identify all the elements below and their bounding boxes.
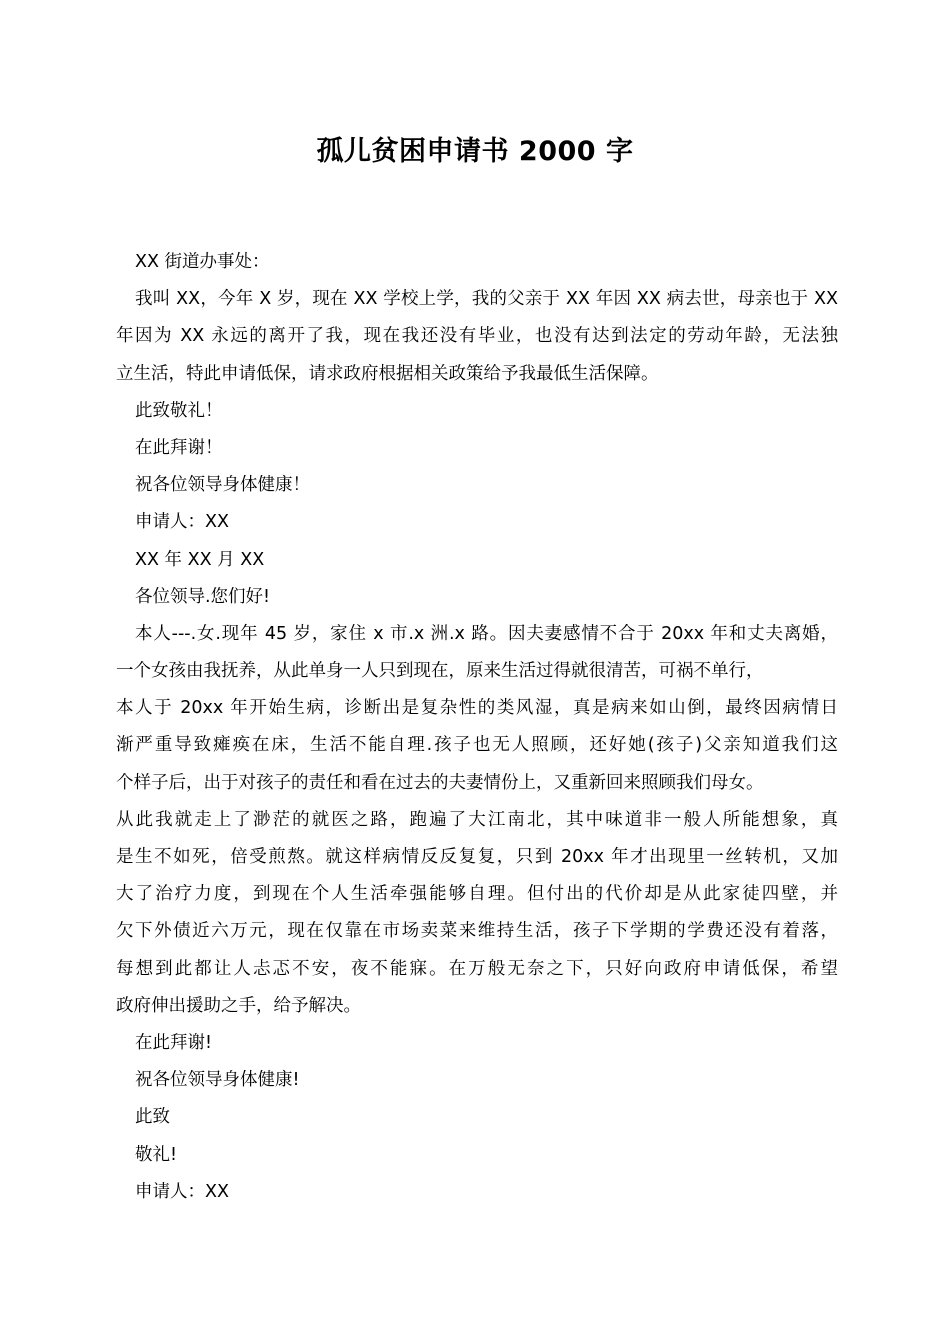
paragraph-line: 政府伸出援助之手，给予解决。 <box>116 995 361 1016</box>
closing-line: 在此拜谢！ <box>135 437 223 458</box>
document-title: 孤儿贫困申请书 2000 字 <box>316 136 634 167</box>
paragraph-line: 从此我就走上了渺茫的就医之路，跑遍了大江南北，其中味道非一般人所能想象，真 <box>116 809 838 830</box>
paragraph-line: 个样子后，出于对孩子的责任和看在过去的夫妻情份上，又重新回来照顾我们母女。 <box>116 772 764 793</box>
paragraph-line: 渐严重导致瘫痪在床，生活不能自理.孩子也无人照顾，还好她(孩子)父亲知道我们这 <box>116 735 838 756</box>
paragraph-line: 立生活，特此申请低保，请求政府根据相关政策给予我最低生活保障。 <box>116 363 659 384</box>
paragraph-line: 一个女孩由我抚养，从此单身一人只到现在，原来生活过得就很清苦，可祸不单行， <box>116 661 764 682</box>
closing-line: 敬礼! <box>135 1144 178 1165</box>
closing-line: 祝各位领导身体健康! <box>135 1070 300 1091</box>
paragraph-line: 年因为 XX 永远的离开了我，现在我还没有毕业，也没有达到法定的劳动年龄，无法独 <box>116 326 838 347</box>
document-body <box>116 244 838 1211</box>
paragraph-line: 每想到此都让人忐忑不安，夜不能寐。在万般无奈之下，只好向政府申请低保，希望 <box>116 958 838 979</box>
paragraph-line: 我叫 XX，今年 X 岁，现在 XX 学校上学，我的父亲于 XX 年因 XX 病去世，母亲也于 XX <box>135 289 838 310</box>
salutation-line: 各位领导.您们好! <box>135 586 271 607</box>
applicant-line: 申请人：XX <box>135 1181 229 1202</box>
closing-line: 此致敬礼！ <box>135 400 223 421</box>
paragraph-line: 欠下外债近六万元，现在仅靠在市场卖菜来维持生活，孩子下学期的学费还没有着落， <box>116 921 838 942</box>
paragraph-line: 是生不如死，倍受煎熬。就这样病情反反复复，只到 20xx 年才出现里一丝转机，又加 <box>116 847 838 867</box>
applicant-line: 申请人：XX <box>135 512 229 533</box>
closing-line: 在此拜谢! <box>135 1032 213 1053</box>
closing-line: 祝各位领导身体健康！ <box>135 475 310 496</box>
date-line: XX 年 XX 月 XX <box>135 549 265 570</box>
paragraph-line: 本人于 20xx 年开始生病，诊断出是复杂性的类风湿，真是病来如山倒，最终因病情日 <box>116 698 838 719</box>
closing-line: 此致 <box>135 1107 170 1128</box>
paragraph-line: 本人---.女.现年 45 岁，家住 x 市.x 洲.x 路。因夫妻感情不合于 20xx 年和丈夫离婚， <box>135 623 838 644</box>
salutation-line: XX 街道办事处： <box>135 252 270 272</box>
paragraph-line: 大了治疗力度，到现在个人生活牵强能够自理。但付出的代价却是从此家徒四壁，并 <box>116 884 838 905</box>
